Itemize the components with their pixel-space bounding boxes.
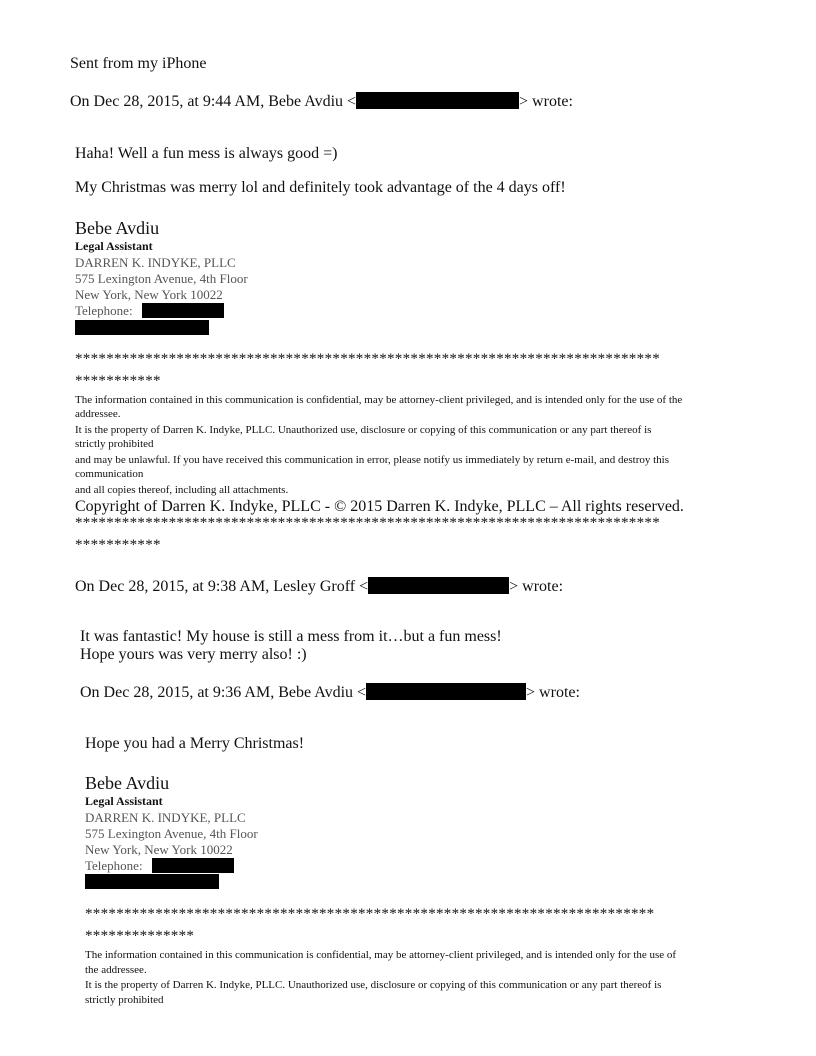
signature-firm: DARREN K. INDYKE, PLLC bbox=[85, 810, 246, 825]
redaction-email-signature bbox=[85, 874, 219, 889]
quote-header-2 bbox=[75, 577, 563, 595]
sent-from-line: Sent from my iPhone bbox=[70, 55, 207, 72]
separator-stars-short-2: *********** bbox=[75, 537, 161, 553]
separator-stars-2: *************************************************************************** bbox=[75, 515, 660, 531]
disclaimer-line-4: strictly prohibited bbox=[85, 994, 164, 1006]
redaction-email bbox=[368, 577, 509, 594]
redaction-email bbox=[366, 683, 526, 700]
signature-address-1: 575 Lexington Avenue, 4th Floor bbox=[75, 271, 248, 286]
signature-address-2: New York, New York 10022 bbox=[75, 287, 223, 302]
message-1-line-2: My Christmas was merry lol and definitely took advantage of the 4 days off! bbox=[75, 179, 566, 196]
message-2-line-1: It was fantastic! My house is still a mess from it…but a fun mess! bbox=[80, 628, 502, 645]
disclaimer-line-3: It is the property of Darren K. Indyke, PLLC. Unauthorized use, disclosure or copying of this communication or any part thereof is bbox=[75, 424, 652, 436]
signature-telephone bbox=[75, 304, 133, 317]
message-1-line-1: Haha! Well a fun mess is always good =) bbox=[75, 145, 338, 162]
quote-header-2-suffix: > wrote: bbox=[509, 578, 564, 595]
quote-header-2-prefix: On Dec 28, 2015, at 9:38 AM, Lesley Groff < bbox=[75, 578, 369, 595]
disclaimer-line-2: the addressee. bbox=[85, 964, 147, 976]
signature-name: Bebe Avdiu bbox=[75, 218, 160, 238]
quote-header-3-prefix: On Dec 28, 2015, at 9:36 AM, Bebe Avdiu < bbox=[80, 684, 367, 701]
redaction-telephone bbox=[152, 858, 234, 873]
signature-title: Legal Assistant bbox=[75, 239, 153, 253]
signature-address-2: New York, New York 10022 bbox=[85, 842, 233, 857]
redaction-email bbox=[356, 92, 519, 109]
disclaimer-line-3: It is the property of Darren K. Indyke, PLLC. Unauthorized use, disclosure or copying of this communication or any part thereof is bbox=[85, 979, 662, 991]
signature-address-1: 575 Lexington Avenue, 4th Floor bbox=[85, 826, 258, 841]
signature-title: Legal Assistant bbox=[85, 794, 163, 808]
telephone-label: Telephone: bbox=[85, 858, 143, 873]
separator-stars-short: *********** bbox=[75, 373, 161, 389]
quote-header-3-suffix: > wrote: bbox=[526, 684, 580, 701]
disclaimer-line-1: The information contained in this communication is confidential, may be attorney-client privileged, and is intended only for the use of bbox=[85, 949, 677, 961]
message-3-line-1: Hope you had a Merry Christmas! bbox=[85, 735, 305, 752]
redaction-email-signature bbox=[75, 320, 209, 335]
separator-stars-short: ************** bbox=[85, 928, 195, 944]
disclaimer-line-5: and may be unlawful. If you have received this communication in error, please notify us immediately by return e-mail, and destroy this bbox=[75, 454, 669, 466]
quote-header-1 bbox=[70, 92, 573, 110]
signature-firm: DARREN K. INDYKE, PLLC bbox=[75, 255, 236, 270]
signature-name: Bebe Avdiu bbox=[85, 773, 170, 793]
message-2-line-2: Hope yours was very merry also! :) bbox=[80, 646, 307, 663]
separator-stars: ************************************************************************* bbox=[85, 906, 655, 922]
signature-telephone bbox=[85, 859, 143, 872]
disclaimer-line-6: communication bbox=[75, 468, 144, 480]
disclaimer-line-2: addressee. bbox=[75, 408, 121, 420]
separator-stars: *************************************************************************** bbox=[75, 351, 660, 367]
redaction-telephone bbox=[142, 303, 224, 318]
disclaimer-line-7: and all copies thereof, including all attachments. bbox=[75, 484, 289, 496]
copyright-line: Copyright of Darren K. Indyke, PLLC - © 2015 Darren K. Indyke, PLLC – All rights reserved. bbox=[75, 498, 684, 515]
quote-header-1-prefix: On Dec 28, 2015, at 9:44 AM, Bebe Avdiu < bbox=[70, 93, 357, 110]
quote-header-1-suffix: > wrote: bbox=[519, 93, 573, 110]
telephone-label: Telephone: bbox=[75, 303, 133, 318]
quote-header-3 bbox=[80, 683, 580, 701]
disclaimer-line-4: strictly prohibited bbox=[75, 438, 154, 450]
disclaimer-line-1: The information contained in this communication is confidential, may be attorney-client privileged, and is intended only for the use of the bbox=[75, 394, 683, 406]
